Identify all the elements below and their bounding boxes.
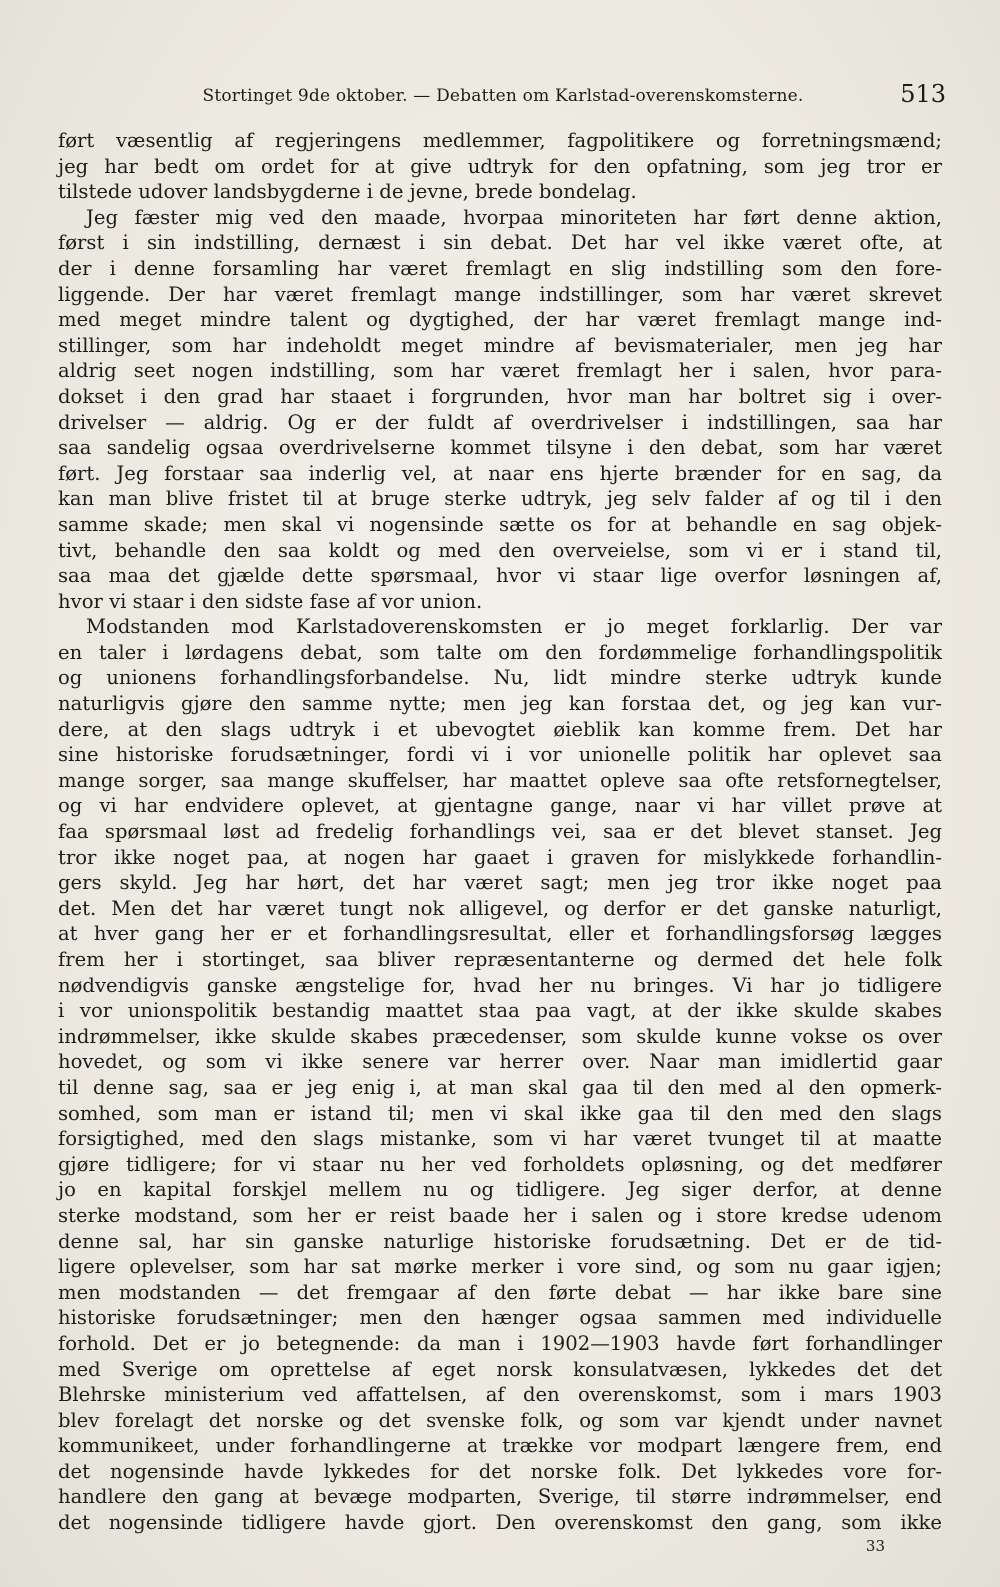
- text-line: aldrig seet nogen indstilling, som har været fremlagt her i salen, hvor para-: [58, 359, 942, 383]
- text-line: samme skade; men skal vi nogensinde sætte os for at behandle en sag objek-: [58, 512, 942, 536]
- text-line: stillinger, som har indeholdt meget mindre af bevismaterialer, men jeg har: [58, 333, 942, 357]
- text-line: gers skyld. Jeg har hørt, det har været sagt; men jeg tror ikke noget paa: [58, 871, 942, 895]
- text-line: med meget mindre talent og dygtighed, der har været fremlagt mange ind-: [58, 308, 942, 332]
- text-line: først i sin indstilling, dernæst i sin debat. Det har vel ikke været ofte, at: [58, 231, 942, 255]
- text-line: drivelser — aldrig. Og er der fuldt af overdrivelser i indstillingen, saa har: [58, 410, 942, 434]
- text-line: somhed, som man er istand til; men vi skal ikke gaa til den med den slags: [58, 1101, 942, 1125]
- text-line: handlere den gang at bevæge modparten, Sverige, til større indrømmelser, end: [58, 1485, 942, 1509]
- page-number: 513: [900, 80, 946, 108]
- text-line: frem her i stortinget, saa bliver repræsentanterne og dermed det hele folk: [58, 948, 942, 971]
- text-line: ligere oplevelser, som har sat mørke merker i vore sind, og som nu gaar igjen;: [58, 1255, 942, 1279]
- text-line: det nogensinde tidligere havde gjort. Den overenskomst den gang, som ikke: [58, 1511, 942, 1535]
- text-line: tror ikke noget paa, at nogen har gaaet i graven for mislykkede forhandlin-: [58, 845, 942, 869]
- text-line: en taler i lørdagens debat, som talte om den fordømmelige forhandlingspolitik: [58, 640, 942, 664]
- signature-mark: 33: [865, 1537, 885, 1555]
- text-line: det. Men det har været tungt nok alligevel, og derfor er det ganske naturligt,: [58, 896, 942, 920]
- text-line: Modstanden mod Karlstadoverenskomsten er jo meget forklarlig. Der var: [86, 615, 942, 639]
- text-line: historiske forudsætninger; men den hænger ogsaa sammen med individuelle: [58, 1306, 942, 1330]
- text-line: nødvendigvis ganske ængstelige for, hvad her nu bringes. Vi har jo tidligere: [58, 973, 942, 997]
- text-line: gjøre tidligere; for vi staar nu her ved forholdets opløsning, og det medfører: [58, 1152, 942, 1176]
- text-line: mange sorger, saa mange skuffelser, har maattet opleve saa ofte retsfornegtelser,: [58, 768, 942, 792]
- text-line: med Sverige om oprettelse af eget norsk konsulatvæsen, lykkedes det det: [58, 1357, 942, 1381]
- text-line: hvor vi staar i den sidste fase af vor union.: [58, 589, 483, 613]
- running-title: Stortinget 9de oktober. — Debatten om Karlstad-overenskomsterne.: [202, 86, 804, 106]
- text-line: liggende. Der har været fremlagt mange indstillinger, som har været skrevet: [58, 282, 942, 306]
- text-line: ført. Jeg forstaar saa inderlig vel, at naar ens hjerte brænder for en sag, da: [58, 461, 942, 485]
- text-line: det nogensinde havde lykkedes for det norske folk. Det lykkedes vore for-: [58, 1459, 942, 1483]
- text-line: der i denne forsamling har været fremlagt en slig indstilling som den fore-: [58, 256, 942, 280]
- text-line: naturligvis gjøre den samme nytte; men jeg kan forstaa det, og jeg kan vur-: [58, 692, 942, 716]
- text-line: forsigtighed, med den slags mistanke, som vi har været tvunget til at maatte: [58, 1127, 942, 1151]
- text-line: sterke modstand, som her er reist baade her i salen og i store kredse udenom: [58, 1203, 942, 1227]
- text-line: kommunikeet, under forhandlingerne at trække vor modpart længere frem, end: [58, 1434, 942, 1458]
- body-text: [58, 128, 942, 1536]
- text-line: faa spørsmaal løst ad fredelig forhandlings vei, saa er det blevet stanset. Jeg: [58, 820, 942, 844]
- text-line: dokset i den grad har staaet i forgrunden, hvor man har boltret sig i over-: [58, 384, 942, 408]
- running-head: [60, 80, 946, 108]
- text-line: dere, at den slags udtryk i et ubevogtet øieblik kan komme frem. Det har: [58, 717, 942, 741]
- text-line: indrømmelser, ikke skulde skabes præcedenser, som skulde kunne vokse os over: [58, 1024, 942, 1048]
- text-line: at hver gang her er et forhandlingsresultat, eller et forhandlingsforsøg lægges: [58, 922, 942, 946]
- text-line: saa sandelig ogsaa overdrivelserne kommet tilsyne i den debat, som har været: [58, 436, 942, 460]
- text-line: hovedet, og som vi ikke senere var herrer over. Naar man imidlertid gaar: [58, 1050, 942, 1074]
- text-line: saa maa det gjælde dette spørsmaal, hvor vi staar lige overfor løsningen af,: [58, 564, 942, 588]
- text-line: i vor unionspolitik bestandig maattet staa paa vagt, at der ikke skulde skabes: [58, 999, 942, 1023]
- text-line: tilstede udover landsbygderne i de jevne, brede bondelag.: [58, 180, 637, 204]
- text-line: denne sal, har sin ganske naturlige historiske forudsætning. Det er de tid-: [58, 1229, 942, 1253]
- text-line: ført væsentlig af regjeringens medlemmer, fagpolitikere og forretningsmænd;: [58, 129, 942, 152]
- text-line: men modstanden — det fremgaar af den førte debat — har ikke bare sine: [58, 1280, 942, 1304]
- text-line: forhold. Det er jo betegnende: da man i 1902—1903 havde ført forhandlinger: [58, 1331, 942, 1355]
- text-line: jeg har bedt om ordet for at give udtryk for den opfatning, som jeg tror er: [58, 154, 942, 178]
- text-line: Blehrske ministerium ved affattelsen, af den overenskomst, som i mars 1903: [58, 1383, 942, 1407]
- text-line: og unionens forhandlingsforbandelse. Nu, lidt mindre sterke udtryk kunde: [58, 666, 942, 690]
- text-line: kan man blive fristet til at bruge sterke udtryk, jeg selv falder af og til i den: [58, 487, 942, 511]
- text-line: og vi har endvidere oplevet, at gjentagne gange, naar vi har villet prøve at: [58, 794, 942, 818]
- text-line: tivt, behandle den saa koldt og med den overveielse, som vi er i stand til,: [58, 538, 942, 562]
- text-line: Jeg fæster mig ved den maade, hvorpaa minoriteten har ført denne aktion,: [86, 205, 942, 229]
- text-line: til denne sag, saa er jeg enig i, at man skal gaa til den med al den opmerk-: [58, 1075, 942, 1099]
- text-line: sine historiske forudsætninger, fordi vi i vor unionelle politik har oplevet saa: [58, 743, 942, 767]
- text-line: blev forelagt det norske og det svenske folk, og som var kjendt under navnet: [58, 1408, 942, 1432]
- text-line: jo en kapital forskjel mellem nu og tidligere. Jeg siger derfor, at denne: [58, 1178, 942, 1202]
